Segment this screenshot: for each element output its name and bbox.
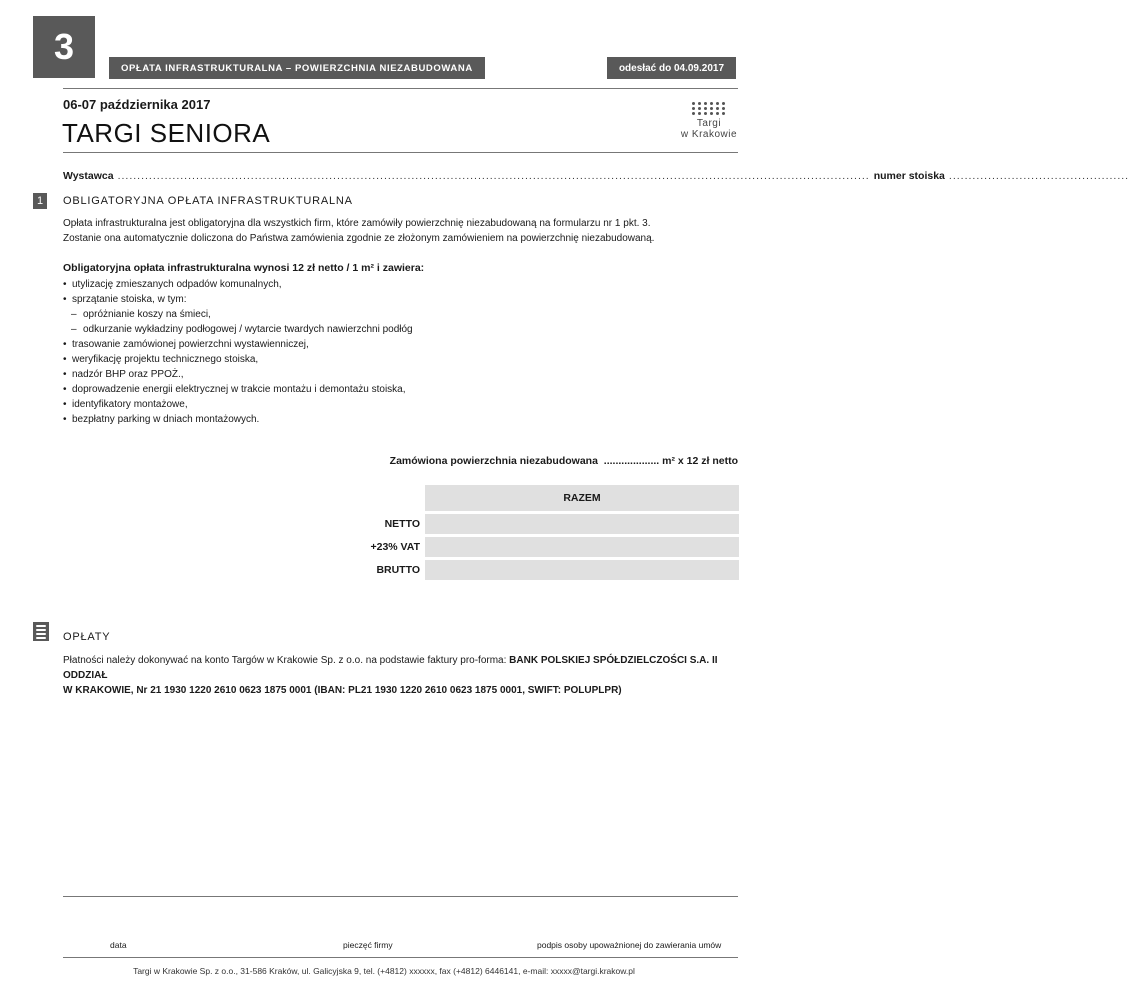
vat-field[interactable] [425, 537, 739, 557]
event-dates: 06-07 października 2017 [63, 97, 211, 112]
stamp-label: pieczęć firmy [343, 940, 393, 950]
section-number: 1 [33, 193, 47, 209]
signature-label: podpis osoby upoważnionej do zawierania umów [537, 940, 722, 950]
fees-text-plain: Płatności należy dokonywać na konto Targów w Krakowie Sp. z o.o. na podstawie faktury pro-forma: [63, 655, 510, 666]
list-subitem: – opróżnianie koszy na śmieci, [63, 307, 413, 322]
ordered-area-rate: m² x 12 zł netto [662, 455, 738, 467]
logo-dots-icon [686, 102, 732, 115]
list-item: • identyfikatory montażowe, [63, 397, 413, 412]
exhibitor-field[interactable]: ................................................................................................................................................................................................ [117, 170, 870, 182]
divider [63, 957, 738, 958]
date-label: data [110, 940, 127, 950]
form-number: 3 [33, 16, 95, 78]
stand-number-field[interactable]: .............................................. [948, 170, 1129, 182]
list-item: • utylizację zmieszanych odpadów komunalnych, [63, 277, 413, 292]
stand-number-label: numer stoiska [873, 170, 945, 182]
divider [63, 88, 738, 89]
event-title: TARGI SENIORA [62, 118, 271, 148]
fees-text [63, 653, 743, 698]
includes-list [63, 277, 413, 427]
includes-title: Obligatoryjna opłata infrastrukturalna wynosi 12 zł netto / 1 m² i zawiera: [63, 262, 425, 274]
list-item: • trasowanie zamówionej powierzchni wystawienniczej, [63, 337, 413, 352]
brutto-field[interactable] [425, 560, 739, 580]
bank-account: W KRAKOWIE, Nr 21 1930 1220 2610 0623 1875 0001 (IBAN: PL21 1930 1220 2610 0623 1875 0001, SWIFT: POLUPLPR) [63, 685, 622, 696]
vat-label: +23% VAT [370, 541, 420, 553]
coins-icon [33, 622, 49, 641]
footer-contact: Targi w Krakowie Sp. z o.o., 31-586 Kraków, ul. Galicyjska 9, tel. (+4812) xxxxxx, fax (+4812) 6446141, e-mail: xxxxx@targi.krakow.pl [133, 966, 635, 976]
fees-title: OPŁATY [63, 631, 111, 643]
description-line: Zostanie ona automatycznie doliczona do Państwa zamówienia zgodnie ze złożonym zamówieniem na powierzchnię niezabudowaną. [63, 233, 655, 244]
section-description [63, 216, 743, 246]
list-item: • weryfikację projektu technicznego stoiska, [63, 352, 413, 367]
section-title: OBLIGATORYJNA OPŁATA INFRASTRUKTURALNA [63, 195, 353, 207]
netto-field[interactable] [425, 514, 739, 534]
exhibitor-label: Wystawca [63, 170, 114, 182]
brutto-label: BRUTTO [376, 564, 420, 576]
list-item: • sprzątanie stoiska, w tym: [63, 292, 413, 307]
list-subitem: – odkurzanie wykładziny podłogowej / wytarcie twardych nawierzchni podłóg [63, 322, 413, 337]
logo-text-line2: w Krakowie [680, 129, 738, 140]
list-item: • bezpłatny parking w dniach montażowych. [63, 412, 413, 427]
list-item: • nadzór BHP oraz PPOŻ., [63, 367, 413, 382]
logo-text-line1: Targi [696, 118, 722, 129]
company-logo [675, 102, 743, 140]
ordered-area-label: Zamówiona powierzchnia niezabudowana [389, 455, 598, 467]
divider [63, 152, 738, 153]
form-title-bar: OPŁATA INFRASTRUKTURALNA – POWIERZCHNIA NIEZABUDOWANA [109, 57, 485, 79]
exhibitor-row [63, 170, 1129, 182]
ordered-area-field[interactable]: ................... [603, 455, 660, 467]
description-line: Opłata infrastrukturalna jest obligatoryjna dla wszystkich firm, które zamówiły powierzchnię niezabudowaną na formularzu nr 1 pkt. 3. [63, 218, 651, 229]
bank-name: BANK POLSKIEJ SPÓŁDZIELCZOŚCI S.A. II ODDZIAŁ [63, 655, 718, 681]
list-item: • doprowadzenie energii elektrycznej w trakcie montażu i demontażu stoiska, [63, 382, 413, 397]
deadline-badge: odesłać do 04.09.2017 [607, 57, 736, 79]
netto-label: NETTO [384, 518, 420, 530]
totals-header: RAZEM [425, 485, 739, 511]
ordered-area-row [380, 455, 738, 467]
signature-line [63, 896, 738, 897]
